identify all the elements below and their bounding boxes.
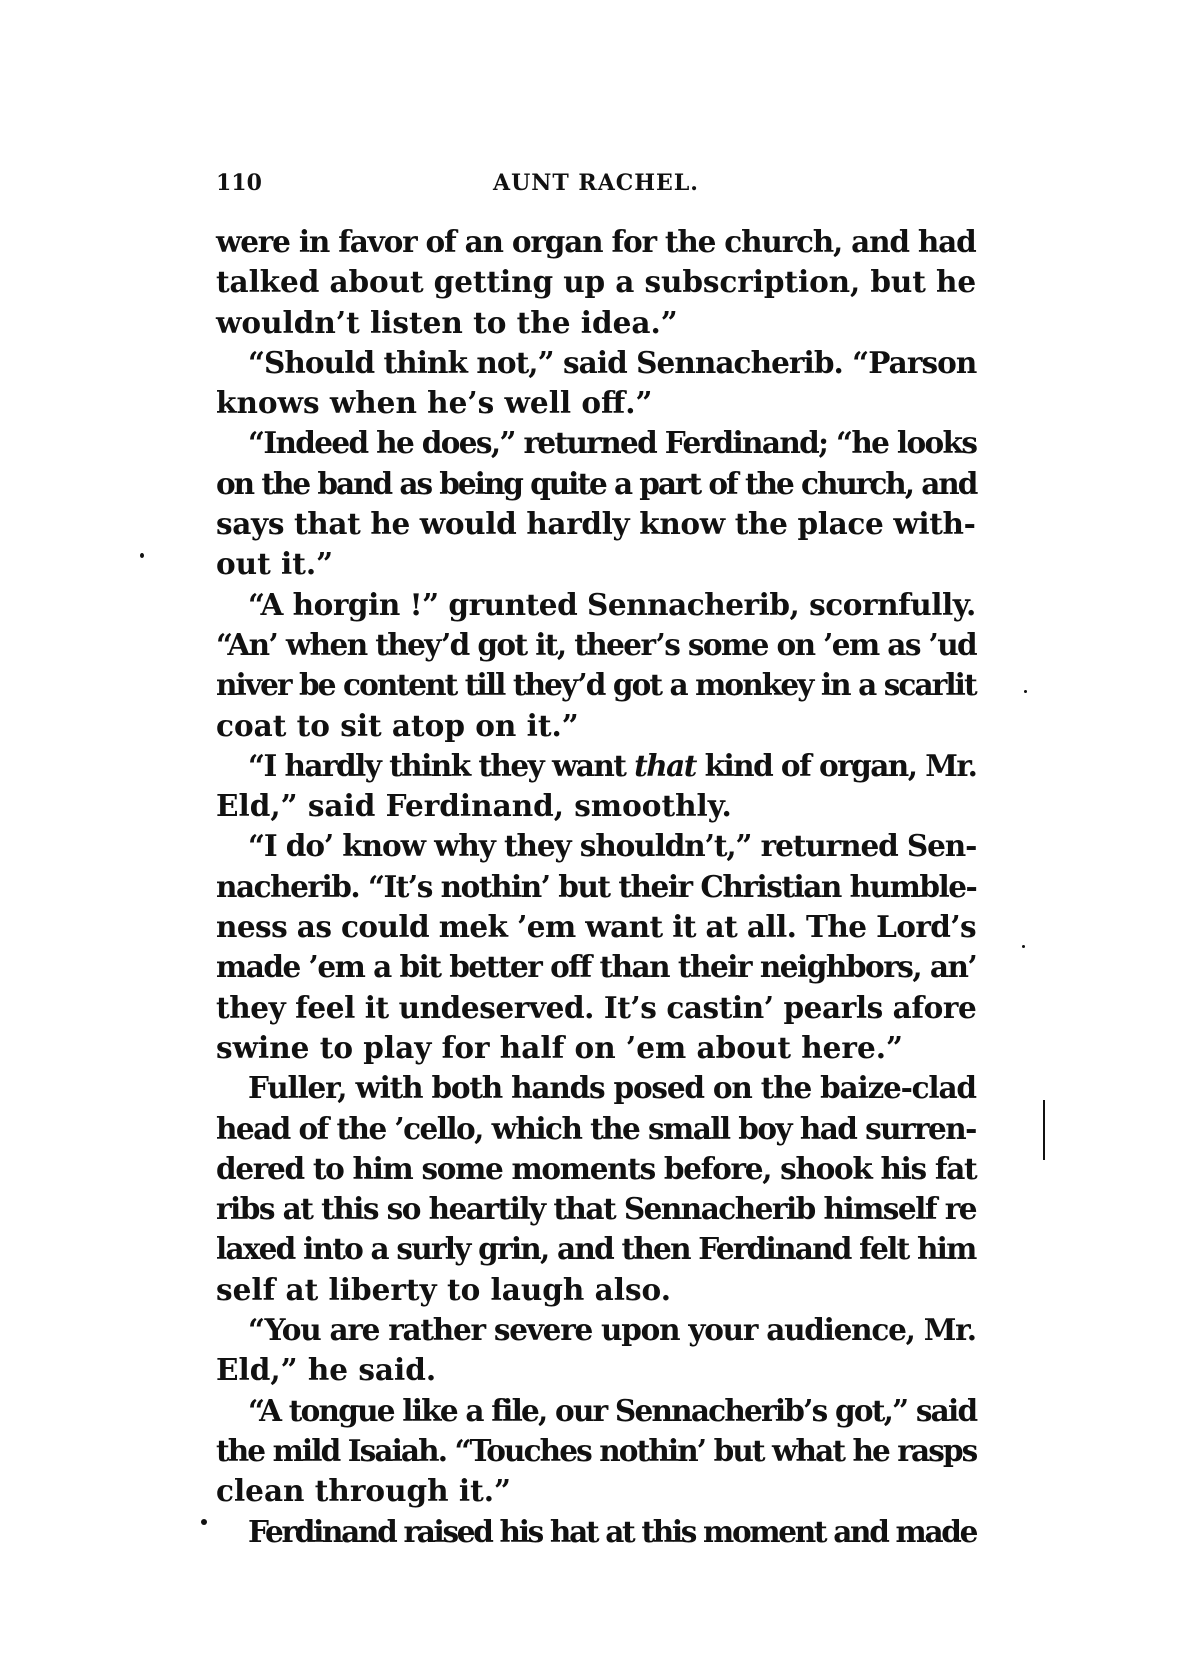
text-line: they feel it undeserved. It’s castin’ pearls afore	[216, 989, 977, 1025]
text-line: “I do’ know why they shouldn’t,” returned Sen-	[248, 828, 977, 864]
text-line: Ferdinand raised his hat at this moment and made	[248, 1513, 977, 1549]
text-line: the mild Isaiah. “Touches nothin’ but what he rasps	[216, 1432, 977, 1468]
page-number: 110	[216, 170, 262, 196]
running-head	[216, 166, 976, 200]
text-line: knows when he’s well off.”	[216, 385, 653, 421]
text-run: “I hardly think they want	[248, 747, 635, 783]
running-title: AUNT RACHEL.	[493, 170, 699, 196]
text-line: “A horgin !” grunted Sennacherib, scornfully.	[248, 586, 976, 622]
ink-speck	[140, 553, 144, 558]
text-line: dered to him some moments before, shook his fat	[216, 1150, 977, 1186]
text-line: says that he would hardly know the place with-	[216, 506, 976, 542]
text-line: out it.”	[216, 546, 334, 582]
text-line: Fuller, with both hands posed on the baize-clad	[248, 1070, 976, 1106]
text-line: self at liberty to laugh also.	[216, 1271, 671, 1307]
ink-speck	[201, 1519, 207, 1525]
text-line: “A tongue like a file, our Sennacherib’s got,” said	[248, 1392, 977, 1428]
text-line: made ’em a bit better off than their neighbors, an’	[216, 949, 977, 985]
text-line: head of the ’cello, which the small boy had surren-	[216, 1110, 976, 1146]
text-line: Eld,” said Ferdinand, smoothly.	[216, 788, 732, 824]
text-line: niver be content till they’d got a monkey in a scarlit	[216, 667, 976, 703]
text-line: ribs at this so heartily that Sennacherib himself re	[216, 1191, 977, 1227]
margin-rule-mark	[1043, 1100, 1045, 1160]
text-line	[216, 746, 976, 786]
text-line: were in favor of an organ for the church, and had	[216, 224, 976, 259]
text-run: kind of organ, Mr.	[695, 747, 977, 783]
text-line: Eld,” he said.	[216, 1352, 437, 1388]
text-line: swine to play for half on ’em about here.”	[216, 1029, 903, 1065]
text-line: “You are rather severe upon your audience, Mr.	[248, 1312, 976, 1348]
text-line: wouldn’t listen to the idea.”	[216, 304, 678, 340]
text-line: nacherib. “It’s nothin’ but their Christian humble-	[216, 868, 977, 904]
text-line: laxed into a surly grin, and then Ferdinand felt him	[216, 1231, 976, 1267]
text-line: “An’ when they’d got it, theer’s some on ’em as ’ud	[216, 626, 977, 662]
text-line: talked about getting up a subscription, but he	[216, 264, 977, 300]
text-line: “Should think not,” said Sennacherib. “Parson	[248, 344, 977, 380]
text-line: “Indeed he does,” returned Ferdinand; “he looks	[248, 425, 977, 461]
text-line: on the band as being quite a part of the church, and	[216, 465, 977, 501]
body-text	[216, 222, 976, 1552]
ink-speck	[1022, 945, 1025, 948]
italic-run: that	[634, 747, 696, 783]
ink-speck	[1024, 690, 1027, 693]
text-line: ness as could mek ’em want it at all. The Lord’s	[216, 909, 977, 945]
text-line: clean through it.”	[216, 1473, 511, 1509]
text-line: coat to sit atop on it.”	[216, 707, 579, 743]
